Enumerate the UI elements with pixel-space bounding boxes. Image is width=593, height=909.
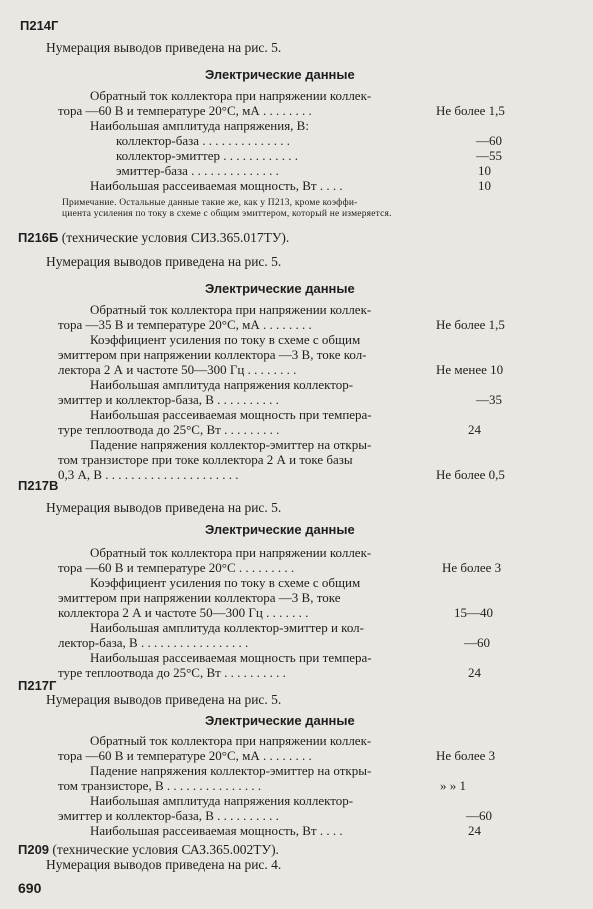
spec-row: эмиттер и коллектор-база, В . . . . . . . . . . —35 [58,392,502,407]
pins-note: Нумерация выводов приведена на рис. 5. [46,500,282,515]
spec-row: туре теплоотвода до 25°С, Вт . . . . . . . . . . 24 [58,665,481,680]
spec-row: тора —60 В и температуре 20°С, мА . . . . . . . . Не более 1,5 [58,103,505,118]
pins-note: Нумерация выводов приведена на рис. 5. [46,40,282,55]
pins-note: Нумерация выводов приведена на рис. 5. [46,254,282,269]
pins-note: Нумерация выводов приведена на рис. 4. [46,857,282,872]
section-title: Электрические данные [205,281,355,296]
spec-row: лектор-база, В . . . . . . . . . . . . . . . . . —60 [58,635,490,650]
spec-row: Наибольшая рассеиваемая мощность при темпера- [90,407,372,422]
spec-row: Обратный ток коллектора при напряжении коллек- [90,302,372,317]
spec-row: тора —60 В и температуре 20°С, мА . . . . . . . . Не более 3 [58,748,496,763]
footnote-line-1: Примечание. Остальные данные такие же, как у П213, кроме коэффи- [62,198,358,208]
spec-row: лектора 2 А и частоте 50—300 Гц . . . . . . . . Не менее 10 [58,362,504,377]
spec-row: 0,3 А, В . . . . . . . . . . . . . . . . . . . . . Не более 0,5 [58,467,505,482]
pins-note: Нумерация выводов приведена на рис. 5. [46,692,282,707]
spec-row: эмиттер и коллектор-база, В . . . . . . . . . . —60 [58,808,492,823]
spec-row: коллектора 2 А и частоте 50—300 Гц . . . . . . . 15—40 [58,605,493,620]
spec-row: тора —35 В и температуре 20°С, мА . . . . . . . . Не более 1,5 [58,317,505,332]
spec-row: том транзисторе, В . . . . . . . . . . . . . . . » » 1 [58,778,466,793]
spec-row: Наибольшая амплитуда коллектор-эмиттер и кол- [90,620,364,635]
spec-row: Падение напряжения коллектор-эмиттер на откры- [90,437,372,452]
spec-row: Наибольшая рассеиваемая мощность при темпера- [90,650,372,665]
spec-row: Обратный ток коллектора при напряжении коллек- [90,88,372,103]
spec-row: коллектор-эмиттер . . . . . . . . . . . . —55 [116,148,502,163]
section-title: Электрические данные [205,713,355,728]
spec-row: Обратный ток коллектора при напряжении коллек- [90,545,372,560]
spec-row: эмиттером при напряжении коллектора —3 В, токе кол- [58,347,367,362]
spec-row: Наибольшая амплитуда напряжения коллектор- [90,377,354,392]
spec-row: эмиттером при напряжении коллектора —3 В, токе [58,590,341,605]
spec-row: Наибольшая рассеиваемая мощность, Вт . . . . 24 [90,823,481,838]
spec-row: Обратный ток коллектора при напряжении коллек- [90,733,372,748]
spec-row: Падение напряжения коллектор-эмиттер на откры- [90,763,372,778]
spec-row: эмиттер-база . . . . . . . . . . . . . . 10 [116,163,491,178]
spec-row: Коэффициент усиления по току в схеме с общим [90,332,361,347]
section-heading-p209: П209 (технические условия САЗ.365.002ТУ). [18,842,279,857]
section-heading-p214g: П214Г [20,18,59,33]
spec-row: Наибольшая амплитуда напряжения, В: [90,118,309,133]
section-title: Электрические данные [205,522,355,537]
spec-row: Коэффициент усиления по току в схеме с общим [90,575,361,590]
spec-row: коллектор-база . . . . . . . . . . . . . . —60 [116,133,502,148]
page-number: 690 [18,880,42,896]
footnote-line-2: циента усиления по току в схеме с общим эмиттером, который не измеряется. [62,209,392,219]
spec-row: тора —60 В и температуре 20°С . . . . . . . . . Не более 3 [58,560,502,575]
section-heading-p217g: П217Г [18,678,57,693]
section-heading-p217v: П217В [18,478,59,493]
spec-row: Наибольшая амплитуда напряжения коллектор- [90,793,354,808]
spec-row: Наибольшая рассеиваемая мощность, Вт . . . . 10 [90,178,491,193]
section-title: Электрические данные [205,67,355,82]
section-heading-p216b: П216Б (технические условия СИЗ.365.017ТУ). [18,230,290,245]
spec-row: туре теплоотвода до 25°С, Вт . . . . . . . . . 24 [58,422,481,437]
spec-row: том транзисторе при токе коллектора 2 А и токе базы [58,452,353,467]
